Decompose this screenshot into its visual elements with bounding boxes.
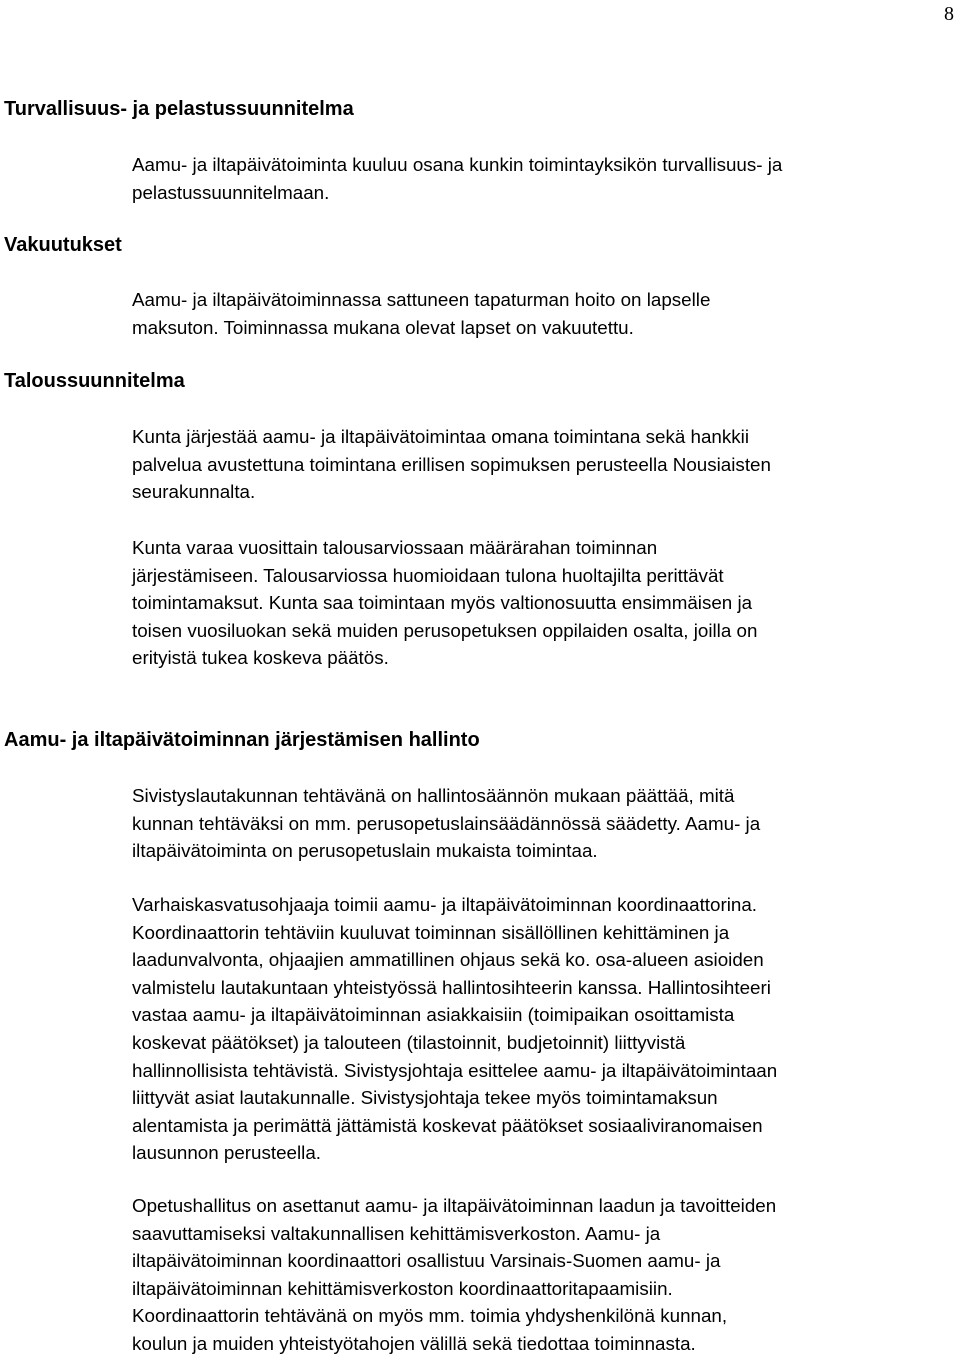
paragraph-talous-2 — [132, 534, 960, 672]
heading-hallinto: Aamu- ja iltapäivätoiminnan järjestämisen hallinto — [4, 729, 480, 751]
text-line: laadunvalvonta, ohjaajien ammatillinen ohjaus sekä ko. osa-alueen asioiden — [132, 949, 764, 971]
text-line: palvelua avustettuna toimintana erillisen sopimuksen perusteella Nousiaisten — [132, 453, 771, 475]
text-line: iltapäivätoiminnan kehittämisverkoston koordinaattoritapaamisiin. — [132, 1277, 673, 1299]
heading-vakuutukset: Vakuutukset — [4, 234, 122, 256]
text-line: Koordinaattorin tehtävänä on myös mm. toimia yhdyshenkilönä kunnan, — [132, 1305, 728, 1327]
heading-taloussuunnitelma: Taloussuunnitelma — [4, 370, 185, 392]
text-line: Kunta järjestää aamu- ja iltapäivätoimintaa omana toimintana sekä hankkii — [132, 426, 749, 447]
text-line: pelastussuunnitelmaan. — [132, 181, 330, 203]
text-line: Varhaiskasvatusohjaaja toimii aamu- ja iltapäivätoiminnan koordinaattorina. — [132, 894, 757, 915]
text-line: toimintamaksut. Kunta saa toimintaan myös valtionosuutta ensimmäisen ja — [132, 592, 753, 614]
text-line: Sivistyslautakunnan tehtävänä on hallintosäännön mukaan päättää, mitä — [132, 785, 735, 806]
paragraph-hallinto-1 — [132, 782, 960, 865]
paragraph-talous-1 — [132, 423, 960, 506]
text-line: koulun ja muiden yhteistyötahojen välillä sekä tiedottaa toiminnasta. — [132, 1332, 696, 1354]
text-line: maksuton. Toiminnassa mukana olevat lapset on vakuutettu. — [132, 316, 634, 338]
text-line: Opetushallitus on asettanut aamu- ja iltapäivätoiminnan laadun ja tavoitteiden — [132, 1195, 777, 1216]
text-line: Aamu- ja iltapäivätoiminnassa sattuneen tapaturman hoito on lapselle — [132, 289, 711, 310]
text-line: vastaa aamu- ja iltapäivätoiminnan asiakkaisiin (toimipaikan osoittamista — [132, 1004, 735, 1026]
text-line: valmistelu lautakuntaan yhteistyössä hallintosihteerin kanssa. Hallintosihteeri — [132, 976, 771, 998]
paragraph-hallinto-2 — [132, 891, 960, 1167]
text-line: alentamista ja perimättä jättämistä koskevat päätökset sosiaaliviranomaisen — [132, 1114, 763, 1136]
text-line: lausunnon perusteella. — [132, 1142, 321, 1164]
paragraph-turvallisuus — [132, 151, 960, 206]
page-number: 8 — [944, 3, 954, 25]
text-line: kunnan tehtäväksi on mm. perusopetuslainsäädännössä säädetty. Aamu- ja — [132, 812, 761, 834]
text-line: saavuttamiseksi valtakunnallisen kehittämisverkoston. Aamu- ja — [132, 1222, 661, 1244]
text-line: järjestämiseen. Talousarviossa huomioidaan tulona huoltajilta perittävät — [132, 564, 724, 586]
text-line: hallinnollisista tehtävistä. Sivistysjohtaja esittelee aamu- ja iltapäivätoimintaan — [132, 1059, 778, 1081]
paragraph-vakuutukset — [132, 286, 960, 341]
text-line: liittyvät asiat lautakunnalle. Sivistysjohtaja tekee myös toimintamaksun — [132, 1087, 718, 1109]
heading-turvallisuus: Turvallisuus- ja pelastussuunnitelma — [4, 98, 354, 120]
text-line: koskevat päätökset) ja talouteen (tilastoinnit, budjetoinnit) liittyvistä — [132, 1031, 686, 1053]
paragraph-hallinto-3 — [132, 1192, 960, 1358]
text-line: iltapäivätoiminta on perusopetuslain mukaista toimintaa. — [132, 840, 598, 862]
text-line: iltapäivätoiminnan koordinaattori osallistuu Varsinais-Suomen aamu- ja — [132, 1250, 721, 1272]
text-line: Aamu- ja iltapäivätoiminta kuuluu osana kunkin toimintayksikön turvallisuus- ja — [132, 154, 783, 175]
text-line: seurakunnalta. — [132, 481, 256, 503]
text-line: toisen vuosiluokan sekä muiden perusopetuksen oppilaiden osalta, joilla on — [132, 619, 758, 641]
text-line: Kunta varaa vuosittain talousarviossaan määrärahan toiminnan — [132, 537, 658, 558]
text-line: erityistä tukea koskeva päätös. — [132, 647, 389, 669]
text-line: Koordinaattorin tehtäviin kuuluvat toiminnan sisällöllinen kehittäminen ja — [132, 921, 730, 943]
